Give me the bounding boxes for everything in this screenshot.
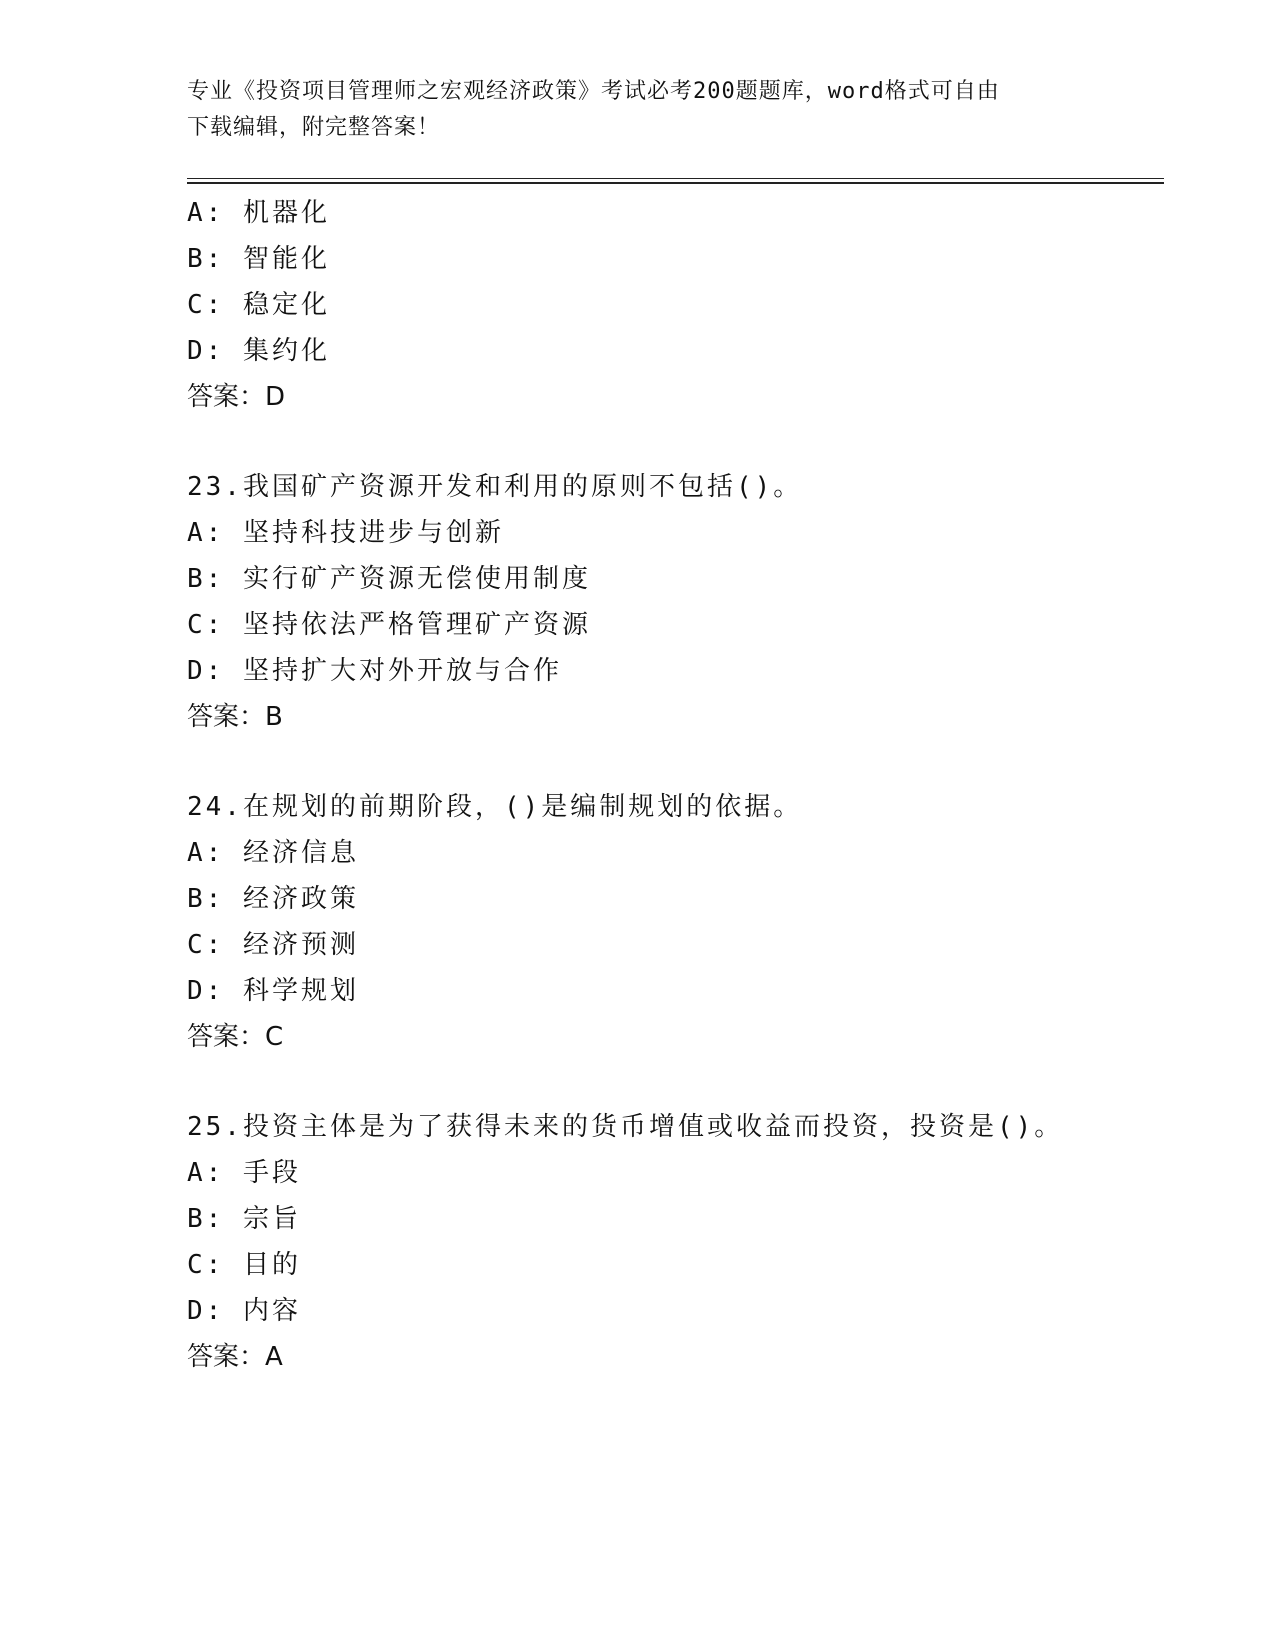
question-spacer xyxy=(187,420,1164,464)
question-stem: 25.投资主体是为了获得未来的货币增值或收益而投资，投资是()。 xyxy=(187,1112,1064,1142)
answer-text: 答案：D xyxy=(187,382,286,412)
option-a: A: 坚持科技进步与创新 xyxy=(187,518,504,548)
option-c: C: 坚持依法严格管理矿产资源 xyxy=(187,610,591,640)
question-block-22 xyxy=(187,190,1164,420)
document-header xyxy=(187,74,1087,146)
header-line-1: 专业《投资项目管理师之宏观经济政策》考试必考200题题库，word格式可自由 xyxy=(187,79,1000,104)
answer-text: 答案：A xyxy=(187,1342,283,1372)
question-list xyxy=(187,190,1164,1380)
question-stem: 24.在规划的前期阶段，()是编制规划的依据。 xyxy=(187,792,803,822)
answer-text: 答案：C xyxy=(187,1022,284,1052)
option-c: C: 经济预测 xyxy=(187,930,359,960)
option-b: B: 宗旨 xyxy=(187,1204,301,1234)
option-b: B: 经济政策 xyxy=(187,884,359,914)
question-spacer xyxy=(187,740,1164,784)
question-block-24 xyxy=(187,784,1164,1060)
option-b: B: 智能化 xyxy=(187,244,330,274)
option-a: A: 手段 xyxy=(187,1158,301,1188)
option-a: A: 机器化 xyxy=(187,198,330,228)
answer-text: 答案：B xyxy=(187,702,283,732)
option-c: C: 稳定化 xyxy=(187,290,330,320)
question-block-25 xyxy=(187,1104,1164,1380)
header-line-2: 下载编辑，附完整答案！ xyxy=(187,115,441,140)
option-d: D: 内容 xyxy=(187,1296,301,1326)
option-b: B: 实行矿产资源无偿使用制度 xyxy=(187,564,591,594)
option-d: D: 集约化 xyxy=(187,336,330,366)
option-d: D: 坚持扩大对外开放与合作 xyxy=(187,656,562,686)
question-block-23 xyxy=(187,464,1164,740)
question-stem: 23.我国矿产资源开发和利用的原则不包括()。 xyxy=(187,472,803,502)
option-d: D: 科学规划 xyxy=(187,976,359,1006)
option-a: A: 经济信息 xyxy=(187,838,359,868)
option-c: C: 目的 xyxy=(187,1250,301,1280)
header-divider xyxy=(187,178,1164,184)
question-spacer xyxy=(187,1060,1164,1104)
